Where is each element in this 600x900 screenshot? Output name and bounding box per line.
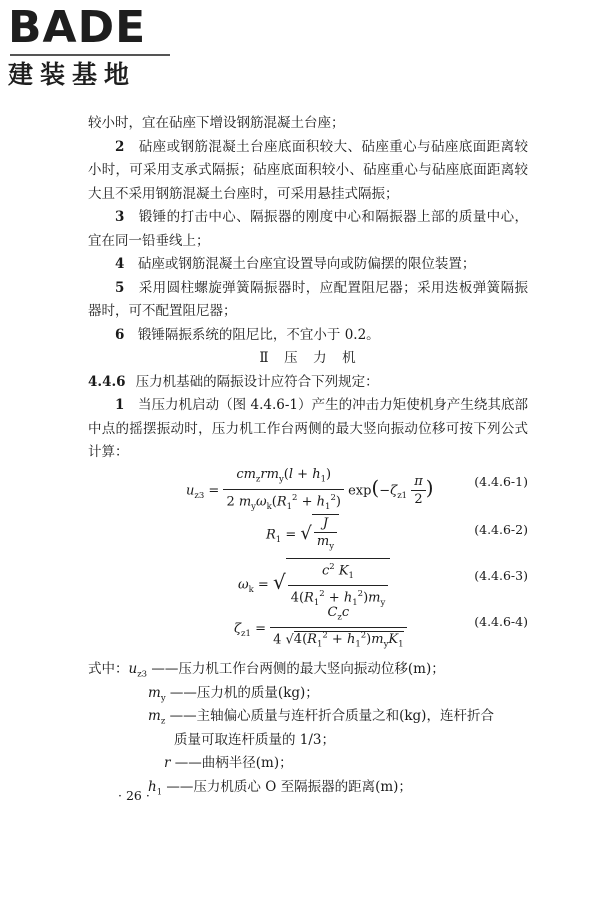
formula-expression: $R_1$ = √ $\frac{J}{m_y}$ <box>266 514 339 556</box>
list-item-1: 1 当压力机启动（图 4.4.6-1）产生的冲击力矩使机身产生绕其底部中点的摇摆振动时，压力机工作台两侧的最大竖向振动位移可按下列公式计算： <box>88 397 528 460</box>
formula-expression: $\zeta_{z1}$ = $\frac{C_zc}{4 √4(R_1^2 + h_1^2)m_yK_1}$ <box>234 604 407 654</box>
formula-block <box>88 462 528 652</box>
legend-row: $h_1$ ——压力机质心 O 至隔振器的距离(m)； <box>148 778 412 798</box>
formula-expression: $u_{z3}$ = $\frac{cm_zrm_y(l + h_1)}{2 m_y\omega_k(R_1^2 + h_1^2)}$ $\exp(-\zeta_{z1}$ $\frac{\pi}{2}$ ) <box>186 467 434 512</box>
formula-number: (4.4.6-1) <box>474 474 528 489</box>
formula-number: (4.4.6-3) <box>474 568 528 583</box>
formula-number: (4.4.6-2) <box>474 522 528 537</box>
legend-row: $m_z$ ——主轴偏心质量与连杆折合质量之和(kg)，连杆折合 <box>148 708 494 727</box>
formula-number: (4.4.6-4) <box>474 614 528 629</box>
legend-row: 式中：$u_{z3}$ ——压力机工作台两侧的最大竖向振动位移(m)； <box>88 661 445 680</box>
formula-4-4-6-2 <box>88 512 528 552</box>
paragraph-continuation: 较小时，宜在砧座下增设钢筋混凝土台座； <box>88 115 345 131</box>
section-heading: Ⅱ 压 力 机 <box>259 350 357 366</box>
variable-legend <box>88 658 528 799</box>
page-number: · 26 · <box>118 788 150 803</box>
list-item-4: 4 砧座或钢筋混凝土台座宜设置导向或防偏摆的限位装置； <box>115 256 476 272</box>
logo-brand-text: BADE <box>8 2 147 53</box>
logo-subtitle: 建装基地 <box>8 60 137 89</box>
formula-4-4-6-4 <box>88 602 528 648</box>
list-item-2: 2 砧座或钢筋混凝土台座底面积较大、砧座重心与砧座底面距离较小时，可采用支承式隔振；砧座底面积较小、砧座重心与砧座底面距离较大且不采用钢筋混凝土台座时，可采用悬挂式隔振； <box>88 138 529 202</box>
legend-row: $m_y$ ——压力机的质量(kg)； <box>148 684 319 704</box>
formula-4-4-6-3 <box>88 556 528 608</box>
formula-expression: $\omega_k$ = √ $\frac{c^2 K_1}{4(R_1^2 + h_1^2)m_y}$ <box>238 558 390 612</box>
list-item-3: 3 锻锤的打击中心、隔振器的刚度中心和隔振器上部的质量中心，宜在同一铅垂线上； <box>88 209 529 249</box>
logo-divider <box>10 54 170 56</box>
list-item-6: 6 锻锤隔振系统的阻尼比，不宜小于 0.2。 <box>115 326 380 343</box>
publisher-logo <box>8 2 178 92</box>
page-body <box>88 112 528 465</box>
legend-continuation: 质量可取连杆质量的 1/3； <box>174 731 336 748</box>
formula-4-4-6-1 <box>88 462 528 512</box>
legend-row: r ——曲柄半径(m)； <box>164 755 293 771</box>
clause-heading: 4.4.6 压力机基础的隔振设计应符合下列规定： <box>88 373 379 390</box>
list-item-5: 5 采用圆柱螺旋弹簧隔振器时，应配置阻尼器；采用迭板弹簧隔振器时，可不配置阻尼器； <box>88 279 529 319</box>
